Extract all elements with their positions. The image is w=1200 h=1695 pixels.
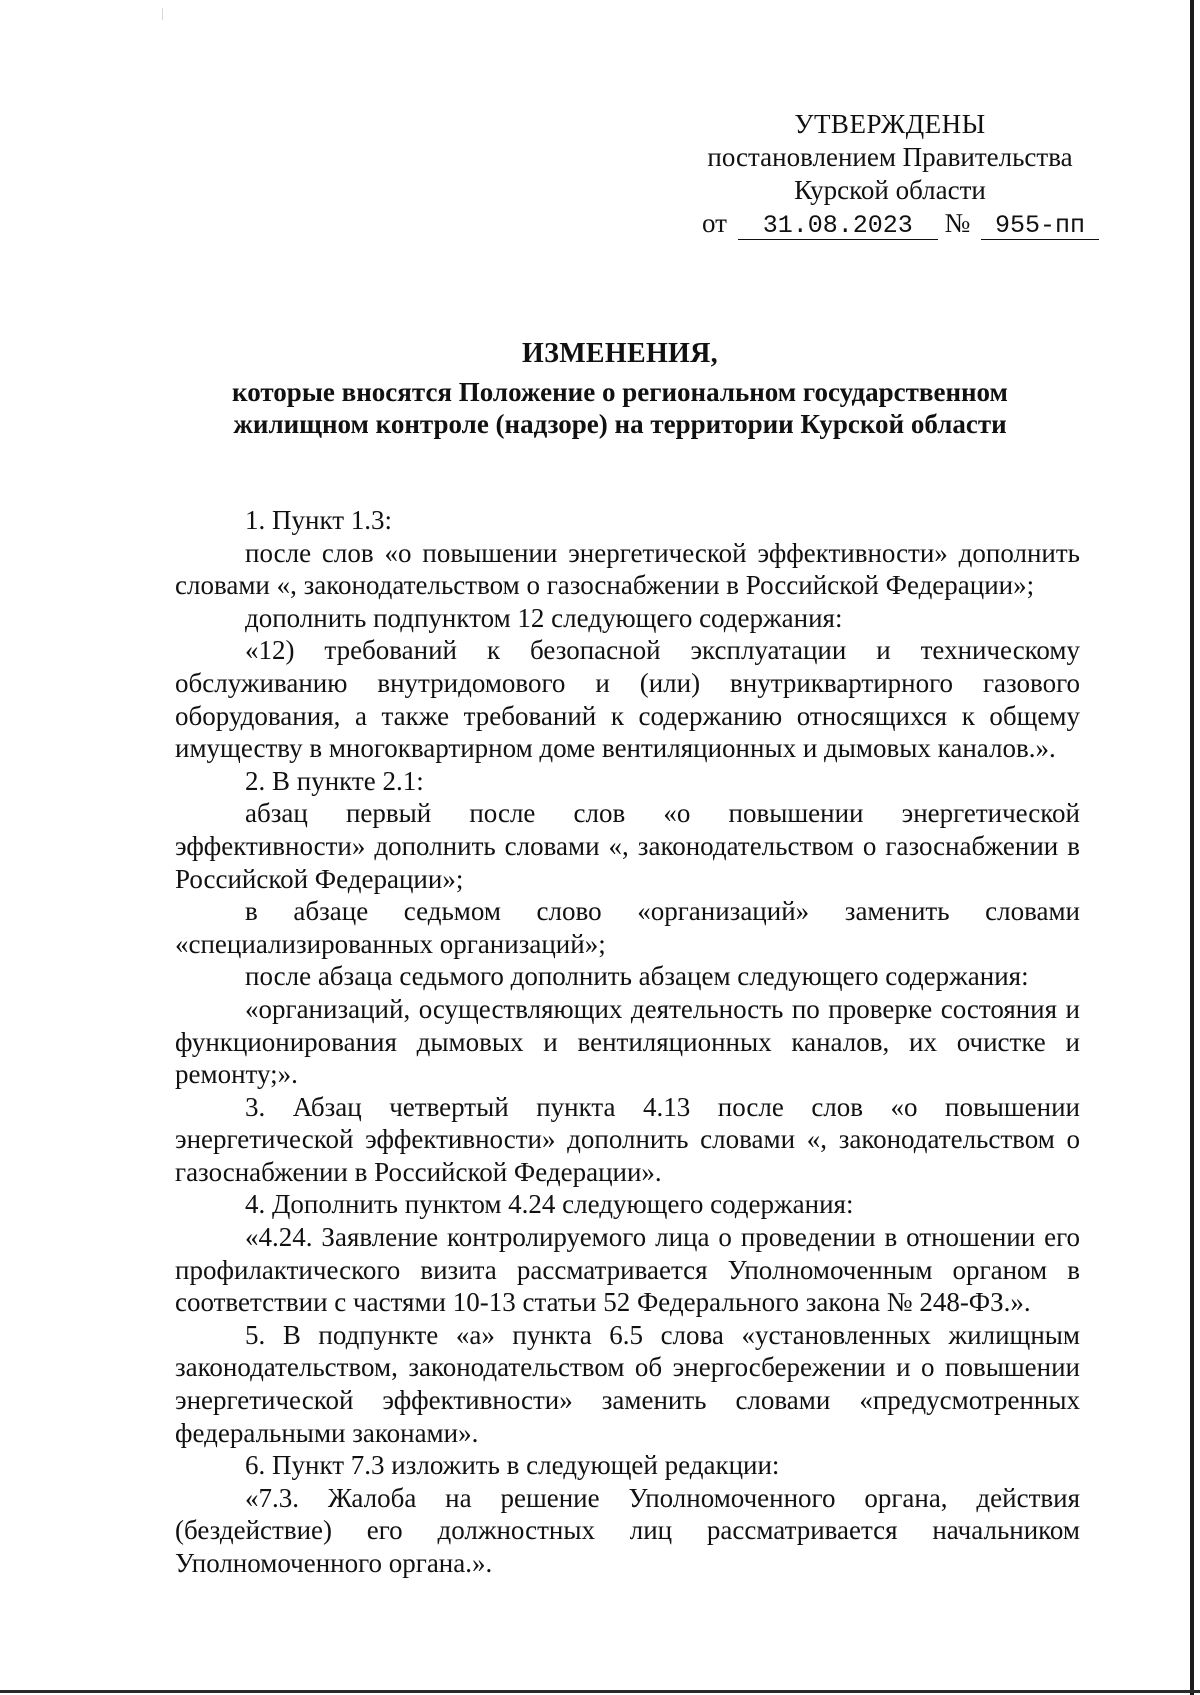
paragraph: 5. В подпункте «а» пункта 6.5 слова «установленных жилищным законодательством, законодательством об энергосбережении и о повышении энергетической эффективности» заменить словами «предусмотренных федеральными законами».	[175, 1319, 1080, 1448]
scan-edge-right	[1190, 0, 1194, 1695]
scan-artifact-mark	[162, 8, 163, 20]
heading-subtitle-line-2: жилищном контроле (надзоре) на территории Курской области	[233, 409, 1007, 439]
approval-line-2: Курской области	[794, 175, 986, 205]
heading-subtitle-line-1: которые вносятся Положение о региональном государственном	[232, 377, 1008, 407]
paragraph: после абзаца седьмого дополнить абзацем следующего содержания:	[245, 961, 1029, 992]
paragraph: «4.24. Заявление контролируемого лица о проведении в отношении его профилактического визита рассматривается Уполномоченным органом в соответствии с частями 10-13 статьи 52 Федерального закона № 248-ФЗ.».	[175, 1222, 1080, 1318]
paragraph: в абзаце седьмом слово «организаций» заменить словами «специализированных организаций»;	[175, 896, 1080, 959]
paragraph: 6. Пункт 7.3 изложить в следующей редакции:	[245, 1450, 780, 1481]
number-sign: №	[944, 208, 971, 238]
paragraph: 4. Дополнить пунктом 4.24 следующего содержания:	[245, 1189, 854, 1220]
paragraph: «организаций, осуществляющих деятельность по проверке состояния и функционирования дымовых и вентиляционных каналов, их очистке и ремонту;».	[175, 993, 1080, 1090]
date-value: 31.08.2023	[738, 213, 938, 240]
paragraph: 1. Пункт 1.3:	[245, 505, 393, 535]
date-prefix: от	[702, 208, 727, 238]
approval-block	[690, 108, 1090, 240]
paragraph: 2. В пункте 2.1:	[245, 765, 424, 796]
heading-title: ИЗМЕНЕНИЯ,	[522, 338, 718, 369]
paragraph: дополнить подпунктом 12 следующего содержания:	[245, 602, 843, 633]
approval-line-1: постановлением Правительства	[707, 142, 1073, 172]
document-body	[175, 504, 1080, 1580]
paragraph: после слов «о повышении энергетической эффективности» дополнить словами «, законодательством о газоснабжении в Российской Федерации»;	[175, 537, 1080, 601]
approval-date-line	[702, 207, 1090, 240]
paragraph: «7.3. Жалоба на решение Уполномоченного органа, действия (бездействие) его должностных лиц рассматривается начальником Уполномоченного органа.».	[175, 1482, 1080, 1578]
paragraph: «12) требований к безопасной эксплуатации и техническому обслуживанию внутридомового и (или) внутриквартирного газового оборудования, а также требований к содержанию относящихся к общему имуществу в многоквартирном доме вентиляционных и дымовых каналов.».	[175, 635, 1080, 764]
paragraph: 3. Абзац четвертый пункта 4.13 после слов «о повышении энергетической эффективности» дополнить словами «, законодательством о газоснабжении в Российской Федерации».	[175, 1091, 1080, 1187]
paragraph: абзац первый после слов «о повышении энергетической эффективности» дополнить словами «, законодательством о газоснабжении в Российской Федерации»;	[175, 798, 1080, 894]
scan-edge-bottom	[0, 1690, 1200, 1693]
approval-title: УТВЕРЖДЕНЫ	[794, 109, 986, 139]
number-value: 955-пп	[981, 213, 1099, 240]
document-heading	[170, 338, 1070, 440]
